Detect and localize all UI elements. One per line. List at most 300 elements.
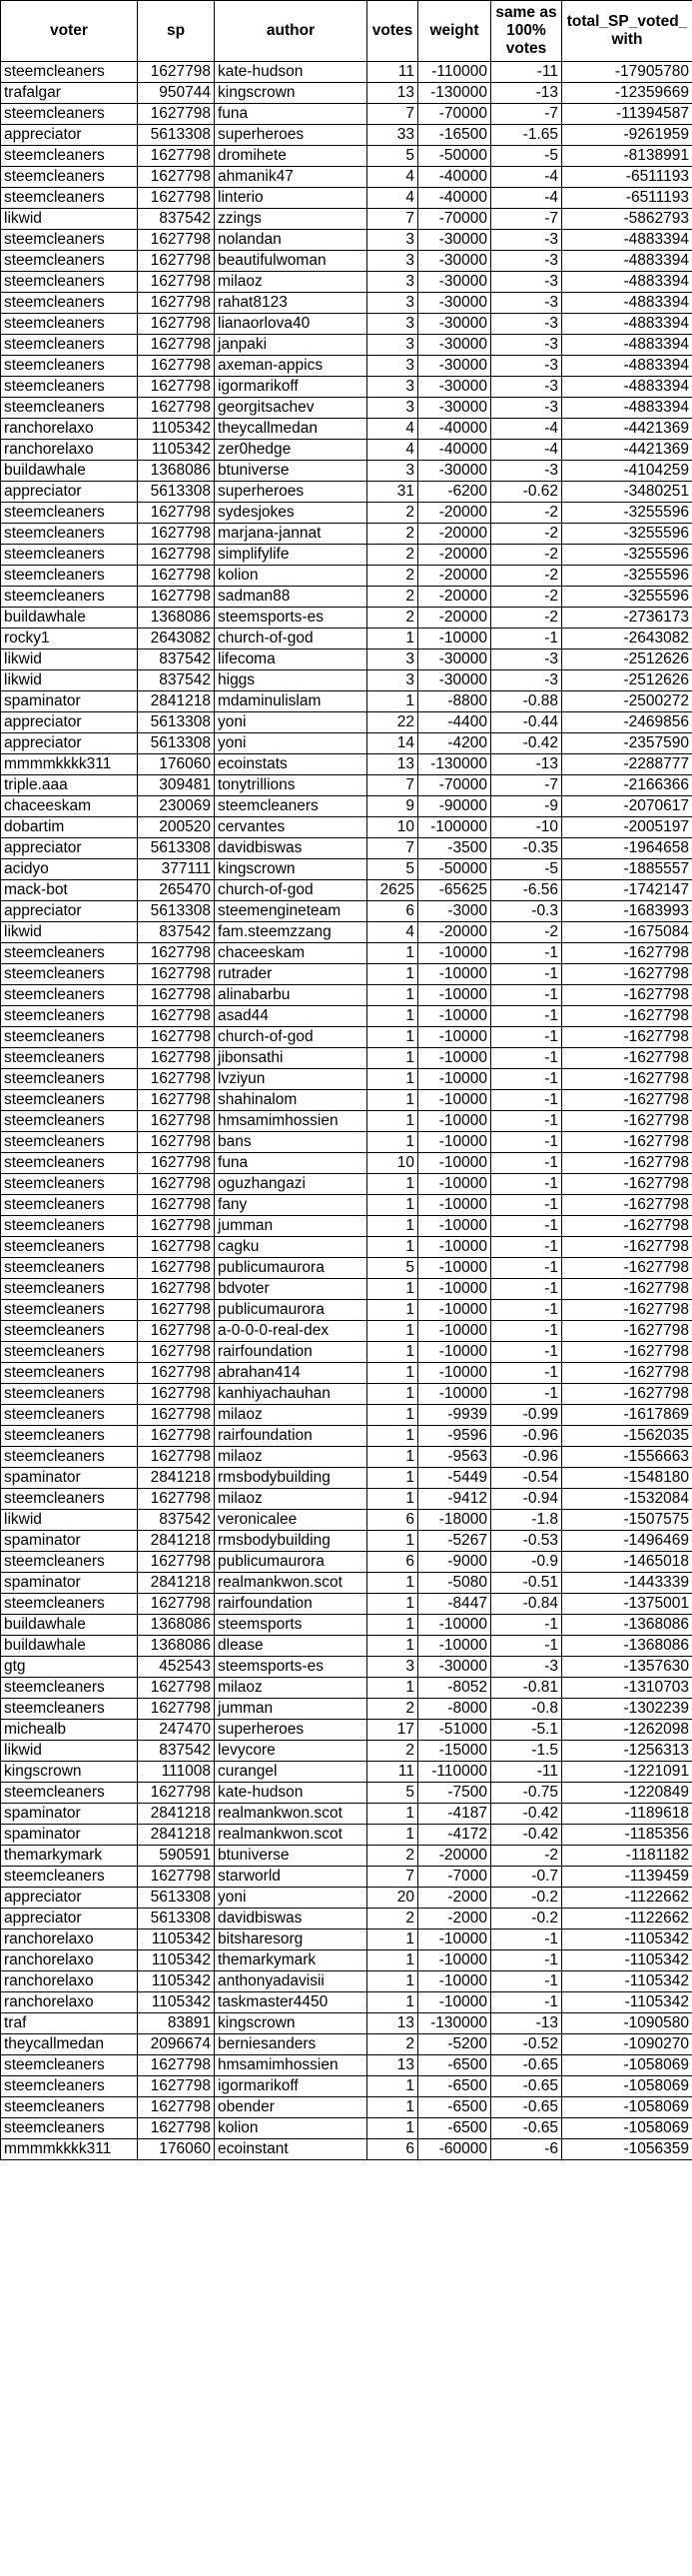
cell-author: axeman-appics (215, 356, 367, 377)
cell-votes: 1 (367, 1950, 418, 1971)
table-row (1, 1132, 692, 1153)
cell-sp: 1627798 (138, 377, 215, 398)
cell-sp: 1627798 (138, 503, 215, 524)
cell-sp: 2841218 (138, 1468, 215, 1489)
cell-voter: dobartim (1, 817, 138, 838)
cell-votes: 3 (367, 230, 418, 251)
cell-author: lifecoma (215, 649, 367, 670)
cell-votes: 7 (367, 1867, 418, 1888)
cell-same-as-100-votes: -4 (491, 167, 562, 188)
cell-weight: -16500 (418, 125, 491, 146)
table-row (1, 83, 692, 104)
cell-weight: -30000 (418, 272, 491, 293)
cell-weight: -9563 (418, 1447, 491, 1468)
cell-same-as-100-votes: -2 (491, 608, 562, 629)
cell-weight: -20000 (418, 608, 491, 629)
cell-weight: -5080 (418, 1573, 491, 1594)
cell-sp: 1368086 (138, 461, 215, 482)
cell-total-sp-voted-with: -1627798 (562, 1069, 692, 1090)
cell-author: higgs (215, 670, 367, 691)
cell-votes: 6 (367, 1552, 418, 1573)
cell-sp: 1627798 (138, 524, 215, 545)
cell-author: davidbiswas (215, 838, 367, 859)
cell-total-sp-voted-with: -1375001 (562, 1594, 692, 1615)
cell-author: simplifylife (215, 545, 367, 566)
table-row (1, 1825, 692, 1846)
cell-weight: -20000 (418, 587, 491, 608)
table-row (1, 2076, 692, 2097)
cell-author: church-of-god (215, 880, 367, 901)
cell-weight: -10000 (418, 1930, 491, 1950)
cell-author: chaceeskam (215, 943, 367, 964)
cell-votes: 2 (367, 545, 418, 566)
cell-sp: 5613308 (138, 125, 215, 146)
cell-weight: -30000 (418, 377, 491, 398)
cell-votes: 3 (367, 377, 418, 398)
cell-weight: -7500 (418, 1783, 491, 1804)
cell-author: church-of-god (215, 629, 367, 649)
cell-author: janpaki (215, 335, 367, 356)
cell-author: rairfoundation (215, 1342, 367, 1363)
cell-author: tonytrillions (215, 775, 367, 796)
table-row (1, 1846, 692, 1867)
cell-voter: likwid (1, 209, 138, 230)
cell-weight: -9939 (418, 1405, 491, 1426)
cell-sp: 452543 (138, 1657, 215, 1678)
cell-same-as-100-votes: -1 (491, 943, 562, 964)
cell-total-sp-voted-with: -4883394 (562, 272, 692, 293)
header-author: author (215, 1, 367, 62)
cell-same-as-100-votes: -4 (491, 188, 562, 209)
cell-weight: -130000 (418, 754, 491, 775)
cell-same-as-100-votes: -1 (491, 1342, 562, 1363)
cell-total-sp-voted-with: -9261959 (562, 125, 692, 146)
cell-voter: steemcleaners (1, 251, 138, 272)
cell-voter: spaminator (1, 1804, 138, 1825)
cell-votes: 13 (367, 83, 418, 104)
cell-total-sp-voted-with: -1256313 (562, 1741, 692, 1762)
cell-votes: 1 (367, 691, 418, 712)
cell-same-as-100-votes: -1 (491, 1615, 562, 1636)
cell-same-as-100-votes: -1 (491, 1195, 562, 1216)
cell-author: steemsports-es (215, 608, 367, 629)
cell-voter: steemcleaners (1, 2097, 138, 2118)
cell-voter: acidyo (1, 859, 138, 880)
cell-votes: 6 (367, 901, 418, 922)
cell-total-sp-voted-with: -1189618 (562, 1804, 692, 1825)
cell-votes: 4 (367, 440, 418, 461)
cell-author: ecoinstats (215, 754, 367, 775)
cell-author: asad44 (215, 1006, 367, 1027)
cell-same-as-100-votes: -0.2 (491, 1909, 562, 1930)
cell-voter: steemcleaners (1, 1342, 138, 1363)
cell-weight: -30000 (418, 335, 491, 356)
cell-author: beautifulwoman (215, 251, 367, 272)
cell-author: zer0hedge (215, 440, 367, 461)
cell-author: realmankwon.scot (215, 1825, 367, 1846)
cell-voter: steemcleaners (1, 1678, 138, 1699)
cell-same-as-100-votes: -2 (491, 503, 562, 524)
cell-sp: 2841218 (138, 1573, 215, 1594)
cell-weight: -20000 (418, 503, 491, 524)
table-row (1, 1426, 692, 1447)
cell-total-sp-voted-with: -4883394 (562, 230, 692, 251)
cell-total-sp-voted-with: -1627798 (562, 1321, 692, 1342)
cell-same-as-100-votes: -0.42 (491, 733, 562, 754)
cell-sp: 1627798 (138, 398, 215, 419)
table-row (1, 817, 692, 838)
cell-votes: 1 (367, 1468, 418, 1489)
cell-sp: 837542 (138, 922, 215, 943)
cell-sp: 200520 (138, 817, 215, 838)
table-row (1, 838, 692, 859)
cell-total-sp-voted-with: -1627798 (562, 1153, 692, 1174)
cell-same-as-100-votes: -1 (491, 1111, 562, 1132)
cell-same-as-100-votes: -1 (491, 1027, 562, 1048)
cell-total-sp-voted-with: -1548180 (562, 1468, 692, 1489)
table-row (1, 1405, 692, 1426)
cell-author: dlease (215, 1636, 367, 1657)
cell-sp: 1105342 (138, 1950, 215, 1971)
cell-same-as-100-votes: -3 (491, 377, 562, 398)
cell-total-sp-voted-with: -1090270 (562, 2034, 692, 2055)
cell-voter: michealb (1, 1720, 138, 1741)
cell-voter: steemcleaners (1, 1489, 138, 1510)
cell-voter: appreciator (1, 838, 138, 859)
cell-weight: -4400 (418, 712, 491, 733)
cell-votes: 1 (367, 1992, 418, 2013)
cell-voter: ranchorelaxo (1, 419, 138, 440)
table-row (1, 125, 692, 146)
cell-author: yoni (215, 712, 367, 733)
cell-votes: 1 (367, 1615, 418, 1636)
cell-votes: 1 (367, 1027, 418, 1048)
cell-voter: steemcleaners (1, 1006, 138, 1027)
table-row (1, 1447, 692, 1468)
cell-total-sp-voted-with: -11394587 (562, 104, 692, 125)
cell-sp: 1368086 (138, 1615, 215, 1636)
cell-weight: -40000 (418, 440, 491, 461)
cell-same-as-100-votes: -13 (491, 83, 562, 104)
cell-voter: ranchorelaxo (1, 1930, 138, 1950)
cell-total-sp-voted-with: -17905780 (562, 62, 692, 83)
cell-same-as-100-votes: -1.65 (491, 125, 562, 146)
cell-voter: steemcleaners (1, 1216, 138, 1237)
cell-votes: 1 (367, 1237, 418, 1258)
cell-author: kolion (215, 2118, 367, 2139)
cell-total-sp-voted-with: -1532084 (562, 1489, 692, 1510)
cell-sp: 1627798 (138, 587, 215, 608)
cell-votes: 6 (367, 1510, 418, 1531)
cell-votes: 1 (367, 1489, 418, 1510)
cell-voter: traf (1, 2013, 138, 2034)
cell-same-as-100-votes: -0.8 (491, 1699, 562, 1720)
table-row (1, 1489, 692, 1510)
cell-author: theycallmedan (215, 419, 367, 440)
cell-author: milaoz (215, 272, 367, 293)
cell-voter: steemcleaners (1, 1699, 138, 1720)
cell-weight: -5200 (418, 2034, 491, 2055)
cell-sp: 837542 (138, 1510, 215, 1531)
cell-weight: -65625 (418, 880, 491, 901)
cell-same-as-100-votes: -1 (491, 964, 562, 985)
cell-sp: 1627798 (138, 1699, 215, 1720)
table-row (1, 943, 692, 964)
cell-votes: 1 (367, 1678, 418, 1699)
cell-voter: steemcleaners (1, 314, 138, 335)
cell-votes: 4 (367, 188, 418, 209)
cell-weight: -20000 (418, 545, 491, 566)
cell-total-sp-voted-with: -1122662 (562, 1909, 692, 1930)
cell-total-sp-voted-with: -1310703 (562, 1678, 692, 1699)
cell-sp: 1627798 (138, 1279, 215, 1300)
cell-voter: chaceeskam (1, 796, 138, 817)
cell-voter: steemcleaners (1, 503, 138, 524)
cell-total-sp-voted-with: -1368086 (562, 1615, 692, 1636)
cell-author: mdaminulislam (215, 691, 367, 712)
cell-weight: -8052 (418, 1678, 491, 1699)
cell-author: igormarikoff (215, 377, 367, 398)
cell-weight: -2000 (418, 1909, 491, 1930)
cell-voter: rocky1 (1, 629, 138, 649)
cell-sp: 1627798 (138, 1153, 215, 1174)
cell-votes: 7 (367, 209, 418, 230)
cell-votes: 2 (367, 524, 418, 545)
cell-votes: 13 (367, 2055, 418, 2076)
table-row (1, 419, 692, 440)
cell-total-sp-voted-with: -1185356 (562, 1825, 692, 1846)
cell-total-sp-voted-with: -1627798 (562, 943, 692, 964)
cell-sp: 950744 (138, 83, 215, 104)
cell-sp: 247470 (138, 1720, 215, 1741)
cell-author: kingscrown (215, 859, 367, 880)
cell-author: yoni (215, 1888, 367, 1909)
cell-author: linterio (215, 188, 367, 209)
cell-votes: 1 (367, 1279, 418, 1300)
cell-total-sp-voted-with: -2512626 (562, 670, 692, 691)
cell-votes: 20 (367, 1888, 418, 1909)
cell-sp: 83891 (138, 2013, 215, 2034)
cell-total-sp-voted-with: -1139459 (562, 1867, 692, 1888)
table-row (1, 608, 692, 629)
cell-same-as-100-votes: -0.81 (491, 1678, 562, 1699)
cell-total-sp-voted-with: -1368086 (562, 1636, 692, 1657)
cell-same-as-100-votes: -7 (491, 775, 562, 796)
cell-sp: 1627798 (138, 1489, 215, 1510)
table-row (1, 1636, 692, 1657)
cell-same-as-100-votes: -2 (491, 587, 562, 608)
cell-author: veronicalee (215, 1510, 367, 1531)
cell-total-sp-voted-with: -1627798 (562, 1006, 692, 1027)
cell-same-as-100-votes: -6.56 (491, 880, 562, 901)
cell-total-sp-voted-with: -4883394 (562, 335, 692, 356)
cell-weight: -50000 (418, 146, 491, 167)
cell-sp: 2643082 (138, 629, 215, 649)
table-row (1, 1216, 692, 1237)
cell-votes: 3 (367, 461, 418, 482)
cell-voter: spaminator (1, 1825, 138, 1846)
cell-same-as-100-votes: -2 (491, 545, 562, 566)
cell-author: funa (215, 104, 367, 125)
cell-author: igormarikoff (215, 2076, 367, 2097)
cell-votes: 1 (367, 1636, 418, 1657)
cell-same-as-100-votes: -0.75 (491, 1783, 562, 1804)
cell-votes: 7 (367, 104, 418, 125)
cell-weight: -10000 (418, 1384, 491, 1405)
cell-votes: 33 (367, 125, 418, 146)
cell-weight: -6200 (418, 482, 491, 503)
cell-total-sp-voted-with: -1058069 (562, 2097, 692, 2118)
cell-author: rahat8123 (215, 293, 367, 314)
cell-weight: -9000 (418, 1552, 491, 1573)
cell-weight: -8000 (418, 1699, 491, 1720)
cell-weight: -10000 (418, 1006, 491, 1027)
cell-voter: steemcleaners (1, 1363, 138, 1384)
cell-total-sp-voted-with: -1627798 (562, 1027, 692, 1048)
cell-total-sp-voted-with: -1443339 (562, 1573, 692, 1594)
cell-author: superheroes (215, 125, 367, 146)
table-row (1, 188, 692, 209)
cell-total-sp-voted-with: -3480251 (562, 482, 692, 503)
cell-weight: -10000 (418, 1195, 491, 1216)
cell-same-as-100-votes: -1 (491, 1237, 562, 1258)
cell-same-as-100-votes: -10 (491, 817, 562, 838)
cell-same-as-100-votes: -3 (491, 356, 562, 377)
table-row (1, 1992, 692, 2013)
cell-total-sp-voted-with: -1090580 (562, 2013, 692, 2034)
cell-sp: 590591 (138, 1846, 215, 1867)
cell-votes: 1 (367, 1447, 418, 1468)
cell-same-as-100-votes: -0.35 (491, 838, 562, 859)
cell-same-as-100-votes: -1 (491, 1279, 562, 1300)
cell-same-as-100-votes: -0.7 (491, 1867, 562, 1888)
cell-author: kate-hudson (215, 1783, 367, 1804)
cell-weight: -15000 (418, 1741, 491, 1762)
cell-same-as-100-votes: -1 (491, 1930, 562, 1950)
cell-voter: likwid (1, 1741, 138, 1762)
table-row (1, 1971, 692, 1992)
cell-votes: 1 (367, 2076, 418, 2097)
cell-voter: steemcleaners (1, 1447, 138, 1468)
cell-weight: -8800 (418, 691, 491, 712)
cell-total-sp-voted-with: -4883394 (562, 251, 692, 272)
cell-sp: 1627798 (138, 1216, 215, 1237)
cell-sp: 1627798 (138, 167, 215, 188)
cell-sp: 1627798 (138, 964, 215, 985)
cell-weight: -9412 (418, 1489, 491, 1510)
cell-voter: steemcleaners (1, 230, 138, 251)
cell-weight: -20000 (418, 566, 491, 587)
cell-weight: -70000 (418, 775, 491, 796)
cell-same-as-100-votes: -0.42 (491, 1825, 562, 1846)
cell-same-as-100-votes: -0.96 (491, 1426, 562, 1447)
cell-weight: -30000 (418, 461, 491, 482)
table-row (1, 1195, 692, 1216)
table-row (1, 754, 692, 775)
cell-voter: spaminator (1, 1573, 138, 1594)
cell-total-sp-voted-with: -1964658 (562, 838, 692, 859)
cell-voter: steemcleaners (1, 356, 138, 377)
table-row (1, 1384, 692, 1405)
cell-author: bans (215, 1132, 367, 1153)
cell-same-as-100-votes: -0.88 (491, 691, 562, 712)
cell-sp: 837542 (138, 209, 215, 230)
cell-votes: 3 (367, 335, 418, 356)
cell-weight: -10000 (418, 1153, 491, 1174)
cell-same-as-100-votes: -1 (491, 629, 562, 649)
cell-votes: 13 (367, 754, 418, 775)
cell-total-sp-voted-with: -1627798 (562, 1132, 692, 1153)
cell-author: rairfoundation (215, 1594, 367, 1615)
cell-voter: steemcleaners (1, 1048, 138, 1069)
table-row (1, 922, 692, 943)
cell-sp: 1627798 (138, 1426, 215, 1447)
cell-sp: 1627798 (138, 1363, 215, 1384)
cell-author: dromihete (215, 146, 367, 167)
cell-sp: 1627798 (138, 1783, 215, 1804)
cell-total-sp-voted-with: -2357590 (562, 733, 692, 754)
cell-total-sp-voted-with: -1627798 (562, 964, 692, 985)
cell-votes: 1 (367, 1531, 418, 1552)
cell-weight: -20000 (418, 1846, 491, 1867)
cell-weight: -6500 (418, 2076, 491, 2097)
cell-total-sp-voted-with: -4883394 (562, 356, 692, 377)
cell-total-sp-voted-with: -12359669 (562, 83, 692, 104)
table-row (1, 587, 692, 608)
cell-total-sp-voted-with: -1058069 (562, 2076, 692, 2097)
table-row (1, 482, 692, 503)
table-row (1, 1930, 692, 1950)
cell-weight: -30000 (418, 293, 491, 314)
cell-sp: 1627798 (138, 2097, 215, 2118)
cell-weight: -10000 (418, 1342, 491, 1363)
cell-same-as-100-votes: -0.96 (491, 1447, 562, 1468)
cell-same-as-100-votes: -3 (491, 1657, 562, 1678)
cell-author: fam.steemzzang (215, 922, 367, 943)
cell-votes: 6 (367, 2139, 418, 2160)
cell-total-sp-voted-with: -1302239 (562, 1699, 692, 1720)
cell-sp: 1627798 (138, 2055, 215, 2076)
cell-author: georgitsachev (215, 398, 367, 419)
cell-author: kate-hudson (215, 62, 367, 83)
cell-author: ahmanik47 (215, 167, 367, 188)
cell-votes: 10 (367, 1153, 418, 1174)
cell-total-sp-voted-with: -1627798 (562, 1363, 692, 1384)
cell-votes: 1 (367, 1930, 418, 1950)
cell-author: realmankwon.scot (215, 1573, 367, 1594)
cell-author: ecoinstant (215, 2139, 367, 2160)
cell-author: taskmaster4450 (215, 1992, 367, 2013)
cell-total-sp-voted-with: -1627798 (562, 1111, 692, 1132)
cell-voter: steemcleaners (1, 1783, 138, 1804)
cell-weight: -40000 (418, 188, 491, 209)
cell-same-as-100-votes: -1 (491, 1258, 562, 1279)
table-row (1, 901, 692, 922)
cell-sp: 1627798 (138, 1069, 215, 1090)
cell-voter: steemcleaners (1, 964, 138, 985)
cell-same-as-100-votes: -0.65 (491, 2097, 562, 2118)
cell-voter: steemcleaners (1, 1426, 138, 1447)
cell-sp: 1627798 (138, 943, 215, 964)
cell-same-as-100-votes: -3 (491, 398, 562, 419)
cell-votes: 1 (367, 1426, 418, 1447)
cell-total-sp-voted-with: -5862793 (562, 209, 692, 230)
cell-sp: 309481 (138, 775, 215, 796)
cell-weight: -10000 (418, 1027, 491, 1048)
cell-votes: 11 (367, 62, 418, 83)
cell-total-sp-voted-with: -1465018 (562, 1552, 692, 1573)
cell-total-sp-voted-with: -4883394 (562, 377, 692, 398)
